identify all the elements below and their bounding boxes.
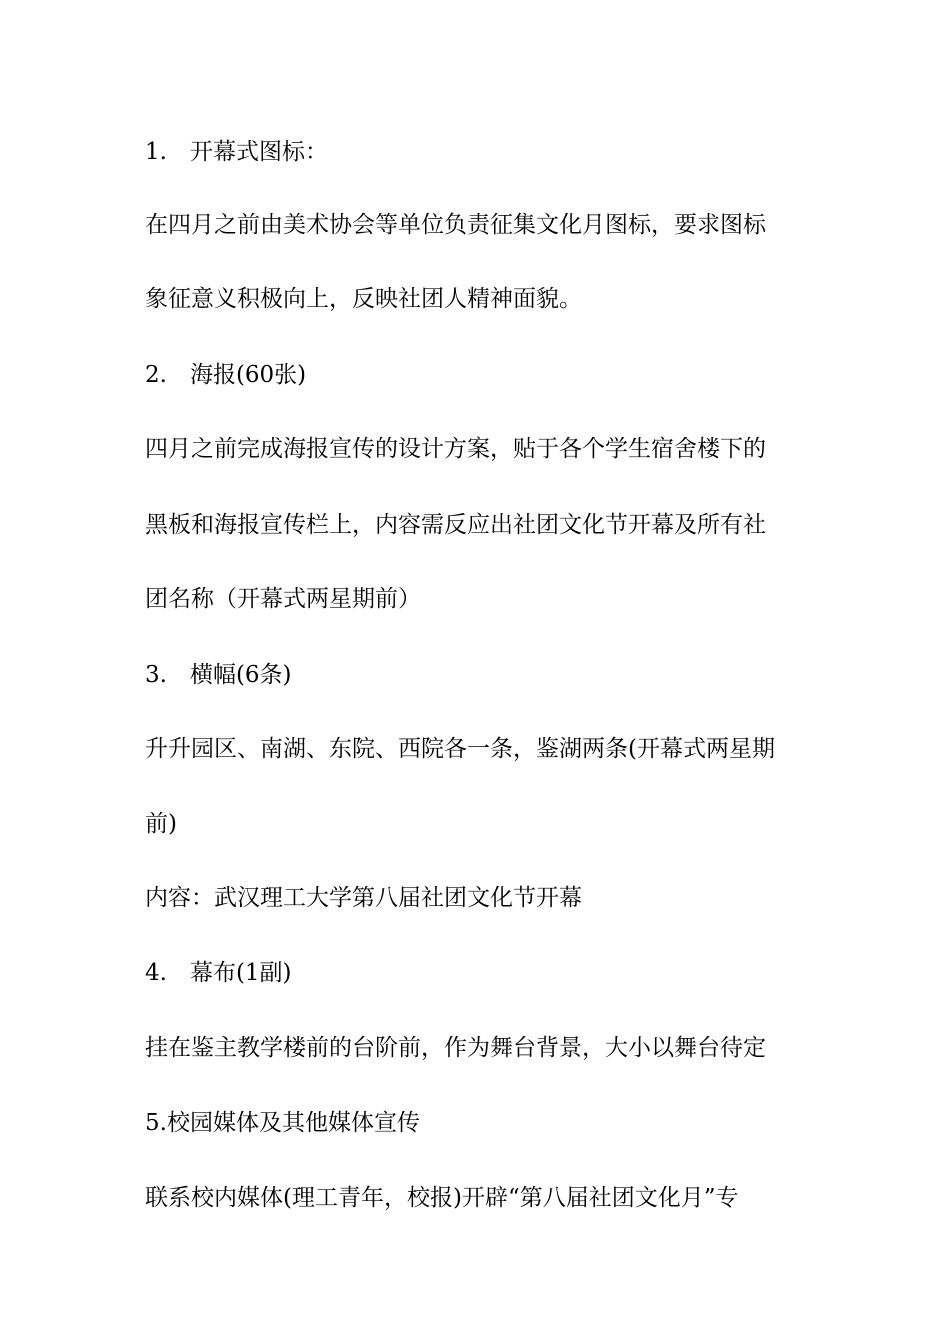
paragraph-line: 团名称（开幕式两星期前）	[145, 586, 421, 612]
paragraph-line: 升升园区、南湖、东院、西院各一条，鉴湖两条(开幕式两星期	[145, 736, 775, 762]
heading-poster: 2. 海报(60张)	[145, 362, 307, 388]
paragraph-line: 挂在鉴主教学楼前的台阶前，作为舞台背景，大小以舞台待定	[145, 1035, 766, 1061]
heading-banner: 3. 横幅(6条)	[145, 662, 292, 688]
paragraph-line: 在四月之前由美术协会等单位负责征集文化月图标，要求图标	[145, 212, 766, 238]
paragraph-line: 象征意义积极向上，反映社团人精神面貌。	[145, 286, 582, 312]
paragraph-line: 内容：武汉理工大学第八届社团文化节开幕	[145, 885, 582, 911]
heading-media: 5.校园媒体及其他媒体宣传	[145, 1110, 420, 1136]
paragraph-line: 联系校内媒体(理工青年，校报)开辟“第八届社团文化月”专	[145, 1185, 739, 1211]
paragraph-line: 前)	[145, 811, 177, 837]
paragraph-line: 四月之前完成海报宣传的设计方案，贴于各个学生宿舍楼下的	[145, 436, 766, 462]
paragraph-line: 黑板和海报宣传栏上，内容需反应出社团文化节开幕及所有社	[145, 512, 766, 538]
heading-opening-icon: 1. 开幕式图标：	[145, 139, 328, 165]
heading-curtain: 4. 幕布(1副)	[145, 960, 292, 986]
